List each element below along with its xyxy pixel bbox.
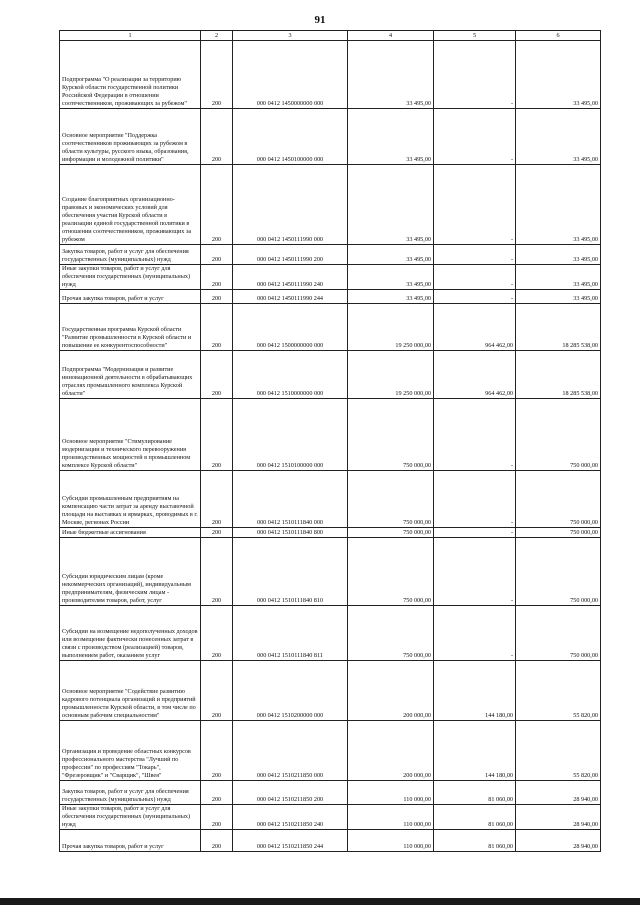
amount-col6: 33 495,00 bbox=[516, 290, 601, 304]
classification-code: 000 0412 1450111990 240 bbox=[233, 265, 348, 290]
amount-col4: 750 000,00 bbox=[348, 528, 434, 538]
amount-col5: - bbox=[434, 109, 516, 165]
amount-col4: 33 495,00 bbox=[348, 109, 434, 165]
amount-col4: 33 495,00 bbox=[348, 41, 434, 109]
table-row bbox=[60, 661, 601, 721]
row-code: 200 bbox=[201, 721, 233, 781]
column-header: 4 bbox=[348, 31, 434, 41]
column-header: 1 bbox=[60, 31, 201, 41]
column-header: 6 bbox=[516, 31, 601, 41]
classification-code: 000 0412 1450100000 000 bbox=[233, 109, 348, 165]
classification-code: 000 0412 1510211850 244 bbox=[233, 830, 348, 852]
table-row bbox=[60, 265, 601, 290]
amount-col4: 200 000,00 bbox=[348, 721, 434, 781]
classification-code: 000 0412 1510211850 240 bbox=[233, 805, 348, 830]
item-name: Подпрограмма "Модернизация и развитие инновационной деятельности в обрабатывающих отраслях промышленного комплекса Курской области" bbox=[60, 351, 201, 399]
item-name: Основное мероприятие "Стимулирование модернизации и технического перевооружения производственных мощностей в промышленном комплексе Курской области" bbox=[60, 399, 201, 471]
amount-col4: 110 000,00 bbox=[348, 830, 434, 852]
item-name: Государственная программа Курской области "Развитие промышленности в Курской области и повышение ее конкурентоспособности" bbox=[60, 304, 201, 351]
row-code: 200 bbox=[201, 41, 233, 109]
amount-col6: 18 285 538,00 bbox=[516, 304, 601, 351]
item-name: Создание благоприятных организационно-правовых и экономических условий для обеспечения участия Курской области в реализации единой государственной политики в отношении соотечественников, проживающих за рубежом bbox=[60, 165, 201, 245]
row-code: 200 bbox=[201, 830, 233, 852]
table-row bbox=[60, 109, 601, 165]
amount-col4: 110 000,00 bbox=[348, 805, 434, 830]
page-number: 91 bbox=[314, 14, 326, 26]
amount-col5: - bbox=[434, 245, 516, 265]
row-code: 200 bbox=[201, 165, 233, 245]
column-header: 5 bbox=[434, 31, 516, 41]
table-row bbox=[60, 165, 601, 245]
amount-col5: - bbox=[434, 165, 516, 245]
table-row bbox=[60, 721, 601, 781]
table-row bbox=[60, 290, 601, 304]
amount-col6: 750 000,00 bbox=[516, 538, 601, 606]
amount-col5: 81 060,00 bbox=[434, 805, 516, 830]
table-row bbox=[60, 606, 601, 661]
classification-code: 000 0412 1450111990 000 bbox=[233, 165, 348, 245]
amount-col4: 110 000,00 bbox=[348, 781, 434, 805]
amount-col5: - bbox=[434, 471, 516, 528]
amount-col5: - bbox=[434, 399, 516, 471]
row-code: 200 bbox=[201, 109, 233, 165]
table-row bbox=[60, 41, 601, 109]
row-code: 200 bbox=[201, 528, 233, 538]
amount-col6: 55 820,00 bbox=[516, 721, 601, 781]
row-code: 200 bbox=[201, 245, 233, 265]
classification-code: 000 0412 1510211850 000 bbox=[233, 721, 348, 781]
amount-col6: 28 940,00 bbox=[516, 830, 601, 852]
amount-col4: 200 000,00 bbox=[348, 661, 434, 721]
amount-col4: 33 495,00 bbox=[348, 290, 434, 304]
item-name: Иные бюджетные ассигнования bbox=[60, 528, 201, 538]
amount-col4: 750 000,00 bbox=[348, 399, 434, 471]
amount-col5: 144 180,00 bbox=[434, 721, 516, 781]
table-row bbox=[60, 538, 601, 606]
amount-col5: 81 060,00 bbox=[434, 830, 516, 852]
classification-code: 000 0412 1500000000 000 bbox=[233, 304, 348, 351]
table-row bbox=[60, 781, 601, 805]
table-row bbox=[60, 471, 601, 528]
classification-code: 000 0412 1450111990 244 bbox=[233, 290, 348, 304]
amount-col6: 28 940,00 bbox=[516, 781, 601, 805]
table-row bbox=[60, 399, 601, 471]
item-name: Прочая закупка товаров, работ и услуг bbox=[60, 290, 201, 304]
row-code: 200 bbox=[201, 471, 233, 528]
amount-col6: 750 000,00 bbox=[516, 528, 601, 538]
item-name: Субсидии юридическим лицам (кроме некоммерческих организаций), индивидуальным предпринимателям, физическим лицам - производителям товаров, работ, услуг bbox=[60, 538, 201, 606]
item-name: Иные закупки товаров, работ и услуг для обеспечения государственных (муниципальных) нужд bbox=[60, 265, 201, 290]
table-row bbox=[60, 351, 601, 399]
row-code: 200 bbox=[201, 351, 233, 399]
classification-code: 000 0412 1510111840 810 bbox=[233, 538, 348, 606]
row-code: 200 bbox=[201, 304, 233, 351]
amount-col6: 750 000,00 bbox=[516, 471, 601, 528]
amount-col4: 33 495,00 bbox=[348, 165, 434, 245]
table-header-row bbox=[60, 31, 601, 41]
amount-col4: 33 495,00 bbox=[348, 245, 434, 265]
row-code: 200 bbox=[201, 781, 233, 805]
amount-col5: 964 462,00 bbox=[434, 351, 516, 399]
amount-col6: 750 000,00 bbox=[516, 399, 601, 471]
amount-col5: - bbox=[434, 606, 516, 661]
amount-col6: 33 495,00 bbox=[516, 41, 601, 109]
row-code: 200 bbox=[201, 399, 233, 471]
amount-col4: 19 250 000,00 bbox=[348, 351, 434, 399]
classification-code: 000 0412 1450000000 000 bbox=[233, 41, 348, 109]
classification-code: 000 0412 1510211850 200 bbox=[233, 781, 348, 805]
amount-col4: 750 000,00 bbox=[348, 606, 434, 661]
amount-col5: - bbox=[434, 41, 516, 109]
row-code: 200 bbox=[201, 661, 233, 721]
amount-col6: 33 495,00 bbox=[516, 165, 601, 245]
table-row bbox=[60, 830, 601, 852]
row-code: 200 bbox=[201, 538, 233, 606]
classification-code: 000 0412 1510000000 000 bbox=[233, 351, 348, 399]
item-name: Закупка товаров, работ и услуг для обеспечения государственных (муниципальных) нужд bbox=[60, 245, 201, 265]
amount-col4: 19 250 000,00 bbox=[348, 304, 434, 351]
amount-col6: 33 495,00 bbox=[516, 265, 601, 290]
amount-col6: 18 285 538,00 bbox=[516, 351, 601, 399]
item-name: Основное мероприятие "Содействие развитию кадрового потенциала организаций и предприятий промышленности Курской области, в том числе по основным рабочим специальностям" bbox=[60, 661, 201, 721]
classification-code: 000 0412 1450111990 200 bbox=[233, 245, 348, 265]
item-name: Прочая закупка товаров, работ и услуг bbox=[60, 830, 201, 852]
row-code: 200 bbox=[201, 606, 233, 661]
amount-col4: 750 000,00 bbox=[348, 471, 434, 528]
amount-col5: - bbox=[434, 528, 516, 538]
item-name: Субсидии промышленным предприятиям на компенсацию части затрат за аренду выставочной площади на выставках и ярмарках, проводимых в г. Москве, регионах России bbox=[60, 471, 201, 528]
amount-col4: 33 495,00 bbox=[348, 265, 434, 290]
amount-col5: 144 180,00 bbox=[434, 661, 516, 721]
item-name: Субсидии на возмещение недополученных доходов или возмещение фактически понесенных затрат в связи с производством (реализацией) товаров, выполнением работ, оказанием услуг bbox=[60, 606, 201, 661]
table-row bbox=[60, 805, 601, 830]
table-row bbox=[60, 245, 601, 265]
amount-col6: 55 820,00 bbox=[516, 661, 601, 721]
item-name: Организация и проведение областных конкурсов профессионального мастерства "Лучший по профессии" по профессиям "Токарь", "Фрезеровщик" и "Сварщик", "Швея" bbox=[60, 721, 201, 781]
row-code: 200 bbox=[201, 805, 233, 830]
classification-code: 000 0412 1510111840 800 bbox=[233, 528, 348, 538]
item-name: Иные закупки товаров, работ и услуг для обеспечения государственных (муниципальных) нужд bbox=[60, 805, 201, 830]
amount-col5: 81 060,00 bbox=[434, 781, 516, 805]
amount-col6: 33 495,00 bbox=[516, 245, 601, 265]
amount-col5: - bbox=[434, 538, 516, 606]
item-name: Основное мероприятие "Поддержка соотечественников проживающих за рубежом в области культуры, русского языка, образования, информации и молодежной политики" bbox=[60, 109, 201, 165]
amount-col5: 964 462,00 bbox=[434, 304, 516, 351]
classification-code: 000 0412 1510200000 000 bbox=[233, 661, 348, 721]
item-name: Закупка товаров, работ и услуг для обеспечения государственных (муниципальных) нужд bbox=[60, 781, 201, 805]
table-body bbox=[60, 41, 601, 852]
classification-code: 000 0412 1510100000 000 bbox=[233, 399, 348, 471]
amount-col6: 28 940,00 bbox=[516, 805, 601, 830]
table-row bbox=[60, 528, 601, 538]
scan-bottom-edge bbox=[0, 898, 640, 905]
column-header: 2 bbox=[201, 31, 233, 41]
amount-col4: 750 000,00 bbox=[348, 538, 434, 606]
budget-table bbox=[59, 30, 601, 852]
item-name: Подпрограмма "О реализации за территорию Курской области государственной политики Российской Федерации в отношении соотечественников, проживающих за рубежом" bbox=[60, 41, 201, 109]
amount-col5: - bbox=[434, 290, 516, 304]
table-row bbox=[60, 304, 601, 351]
classification-code: 000 0412 1510111840 000 bbox=[233, 471, 348, 528]
column-header: 3 bbox=[233, 31, 348, 41]
row-code: 200 bbox=[201, 265, 233, 290]
amount-col6: 33 495,00 bbox=[516, 109, 601, 165]
amount-col5: - bbox=[434, 265, 516, 290]
classification-code: 000 0412 1510111840 811 bbox=[233, 606, 348, 661]
row-code: 200 bbox=[201, 290, 233, 304]
amount-col6: 750 000,00 bbox=[516, 606, 601, 661]
